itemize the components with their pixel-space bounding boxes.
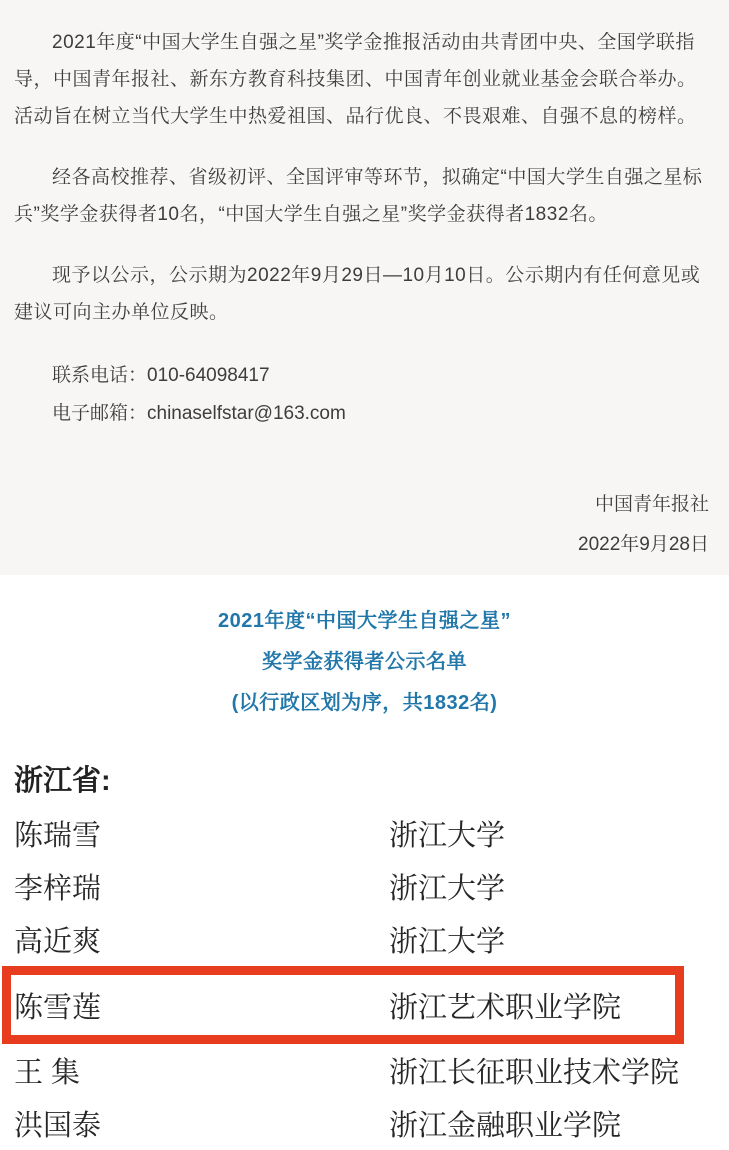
notice-paragraph-2: 经各高校推荐、省级初评、全国评审等环节，拟确定“中国大学生自强之星标兵”奖学金获得者10名，“中国大学生自强之星”奖学金获得者1832名。 — [14, 167, 703, 225]
awardee-name: 洪国泰 — [14, 1110, 102, 1142]
contact-block — [14, 357, 715, 433]
awardee-name: 陈瑞雪 — [14, 820, 102, 852]
awardee-school: 浙江大学 — [389, 873, 506, 905]
awardee-school: 浙江金融职业学院 — [389, 1110, 622, 1142]
list-item — [14, 1044, 729, 1097]
awardee-school: 浙江大学 — [389, 926, 506, 958]
awardee-school: 浙江长征职业技术学院 — [389, 1057, 680, 1089]
awardee-school: 浙江艺术职业学院 — [389, 991, 622, 1024]
highlight-box — [2, 966, 684, 1044]
notice-paragraph-1: 2021年度“中国大学生自强之星”奖学金推报活动由共青团中央、全国学联指导，中国青年报社、新东方教育科技集团、中国青年创业就业基金会联合举办。活动旨在树立当代大学生中热爱祖国、品行优良、不畏艰难、自强不息的榜样。 — [14, 32, 697, 127]
roster-list — [0, 807, 729, 1150]
roster-title-line-1: 2021年度“中国大学生自强之星” — [218, 610, 511, 632]
awardee-name: 李梓瑞 — [14, 873, 102, 905]
list-item — [14, 860, 729, 913]
contact-email: 电子邮箱：chinaselfstar@163.com — [52, 403, 346, 424]
awardee-name: 陈雪莲 — [14, 991, 102, 1024]
contact-phone: 联系电话：010-64098417 — [52, 365, 270, 386]
signer-name: 中国青年报社 — [594, 494, 709, 515]
awardee-name: 王 集 — [14, 1057, 81, 1089]
awardee-name: 高近爽 — [14, 926, 102, 958]
awardee-school: 浙江大学 — [389, 820, 506, 852]
list-item-highlighted — [14, 977, 675, 1033]
list-item — [14, 913, 729, 966]
province-heading: 浙江省: — [14, 765, 111, 797]
roster-title-line-2: 奖学金获得者公示名单 — [262, 651, 467, 673]
roster-title — [0, 601, 729, 724]
signature-block — [14, 485, 715, 565]
sign-date: 2022年9月28日 — [578, 534, 709, 555]
roster-section — [0, 575, 729, 1142]
list-item — [14, 807, 729, 860]
list-item — [14, 1097, 729, 1150]
roster-title-line-3: (以行政区划为序，共1832名) — [231, 692, 498, 714]
notice-paragraph-3: 现予以公示，公示期为2022年9月29日—10月10日。公示期内有任何意见或建议可向主办单位反映。 — [14, 265, 701, 323]
